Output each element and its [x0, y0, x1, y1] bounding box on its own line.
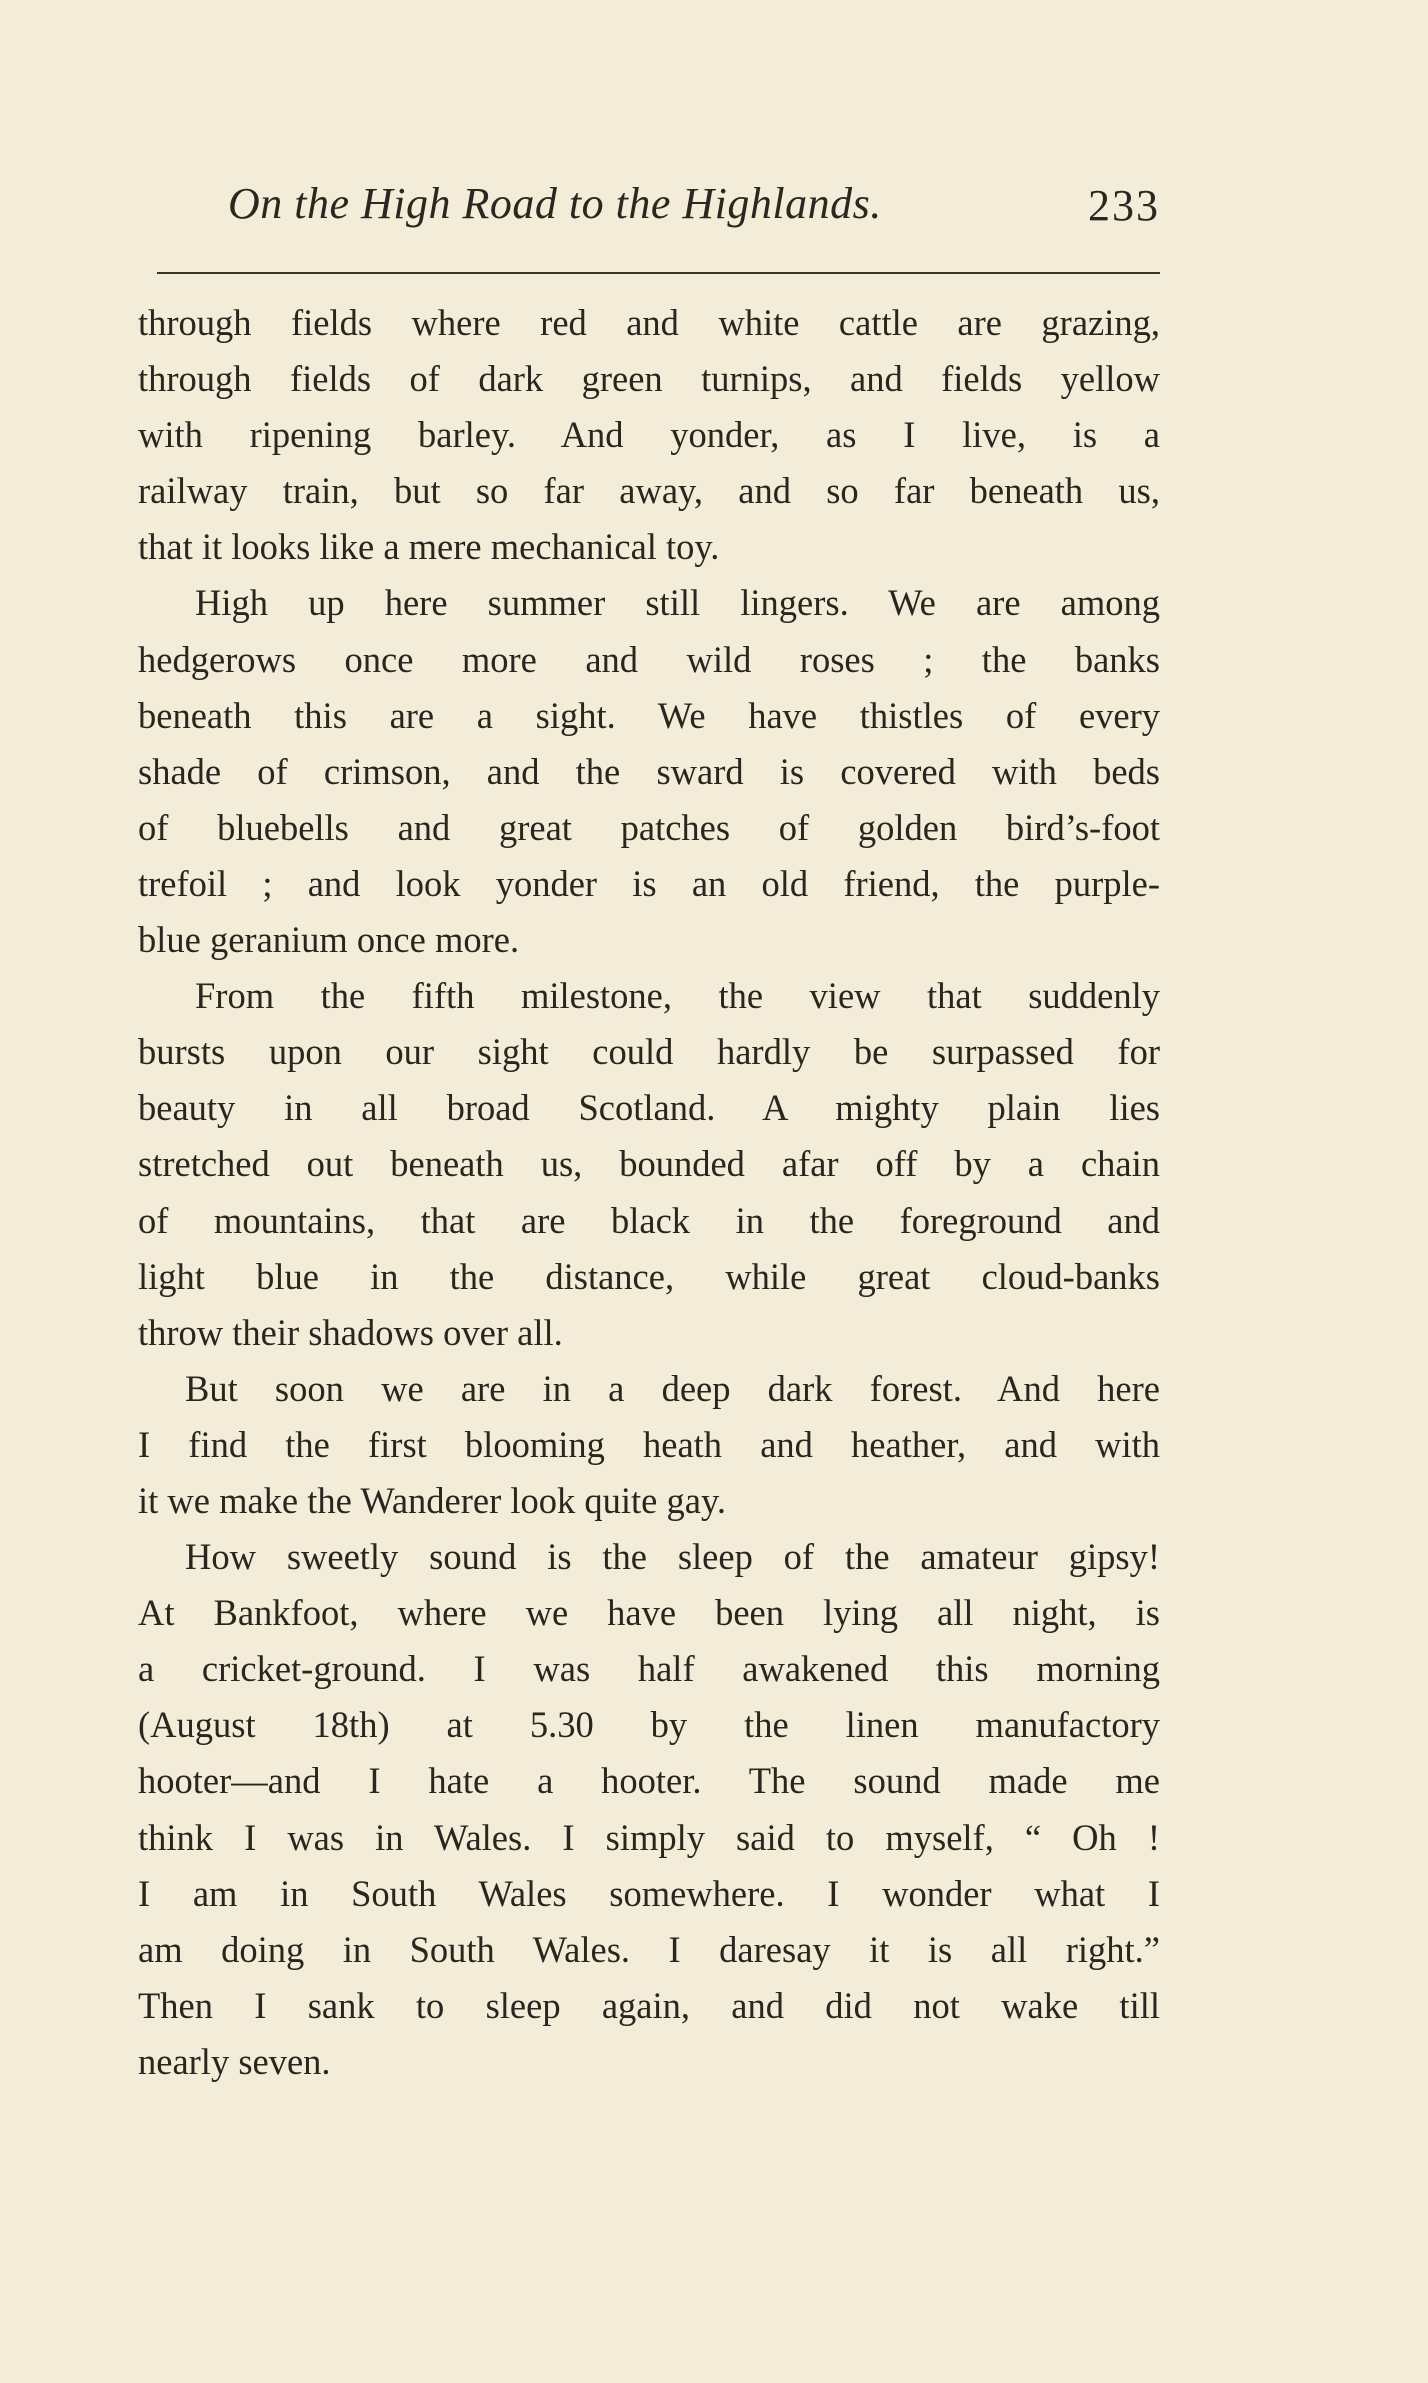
page-number: 233: [1088, 181, 1160, 230]
text-line: From the fifth milestone, the view that suddenly: [195, 975, 1160, 1017]
header-rule: [157, 272, 1160, 274]
text-line: of mountains, that are black in the foreground and: [138, 1199, 1160, 1241]
text-line: am doing in South Wales. I daresay it is all right.”: [138, 1928, 1160, 1970]
text-line: Then I sank to sleep again, and did not wake till: [138, 1984, 1160, 2026]
text-line: that it looks like a mere mechanical toy.: [138, 526, 720, 568]
text-line: trefoil ; and look yonder is an old friend, the purple-: [138, 862, 1160, 904]
text-line: think I was in Wales. I simply said to myself, “ Oh !: [138, 1816, 1160, 1858]
text-line: through fields of dark green turnips, and fields yellow: [138, 358, 1160, 400]
text-line: But soon we are in a deep dark forest. And here: [185, 1367, 1160, 1409]
text-line: nearly seven.: [138, 2040, 331, 2082]
running-title: On the High Road to the Highlands.: [228, 179, 882, 228]
text-line: How sweetly sound is the sleep of the amateur gipsy!: [185, 1536, 1160, 1578]
text-line: through fields where red and white cattle are grazing,: [138, 302, 1160, 343]
running-head: [138, 178, 1160, 248]
text-line: I am in South Wales somewhere. I wonder what I: [138, 1872, 1160, 1914]
body-text: [138, 295, 1160, 2090]
text-line: bursts upon our sight could hardly be surpassed for: [138, 1031, 1160, 1073]
text-line: At Bankfoot, where we have been lying all night, is: [138, 1592, 1160, 1634]
text-line: hooter—and I hate a hooter. The sound made me: [138, 1760, 1160, 1802]
text-line: beauty in all broad Scotland. A mighty plain lies: [138, 1087, 1160, 1129]
text-line: railway train, but so far away, and so far beneath us,: [138, 470, 1160, 512]
text-line: a cricket-ground. I was half awakened this morning: [138, 1648, 1160, 1690]
text-line: with ripening barley. And yonder, as I live, is a: [138, 414, 1160, 456]
text-line: High up here summer still lingers. We are among: [195, 582, 1160, 624]
text-line: shade of crimson, and the sward is covered with beds: [138, 750, 1160, 792]
text-line: stretched out beneath us, bounded afar off by a chain: [138, 1143, 1160, 1185]
text-line: I find the first blooming heath and heather, and with: [138, 1423, 1160, 1465]
text-line: light blue in the distance, while great cloud-banks: [138, 1255, 1160, 1297]
text-line: blue geranium once more.: [138, 919, 520, 961]
text-line: beneath this are a sight. We have thistles of every: [138, 694, 1160, 736]
text-line: it we make the Wanderer look quite gay.: [138, 1479, 726, 1521]
text-line: (August 18th) at 5.30 by the linen manufactory: [138, 1704, 1160, 1746]
text-line: throw their shadows over all.: [138, 1311, 563, 1353]
text-line: hedgerows once more and wild roses ; the banks: [138, 638, 1160, 680]
text-line: of bluebells and great patches of golden bird’s-foot: [138, 806, 1160, 848]
